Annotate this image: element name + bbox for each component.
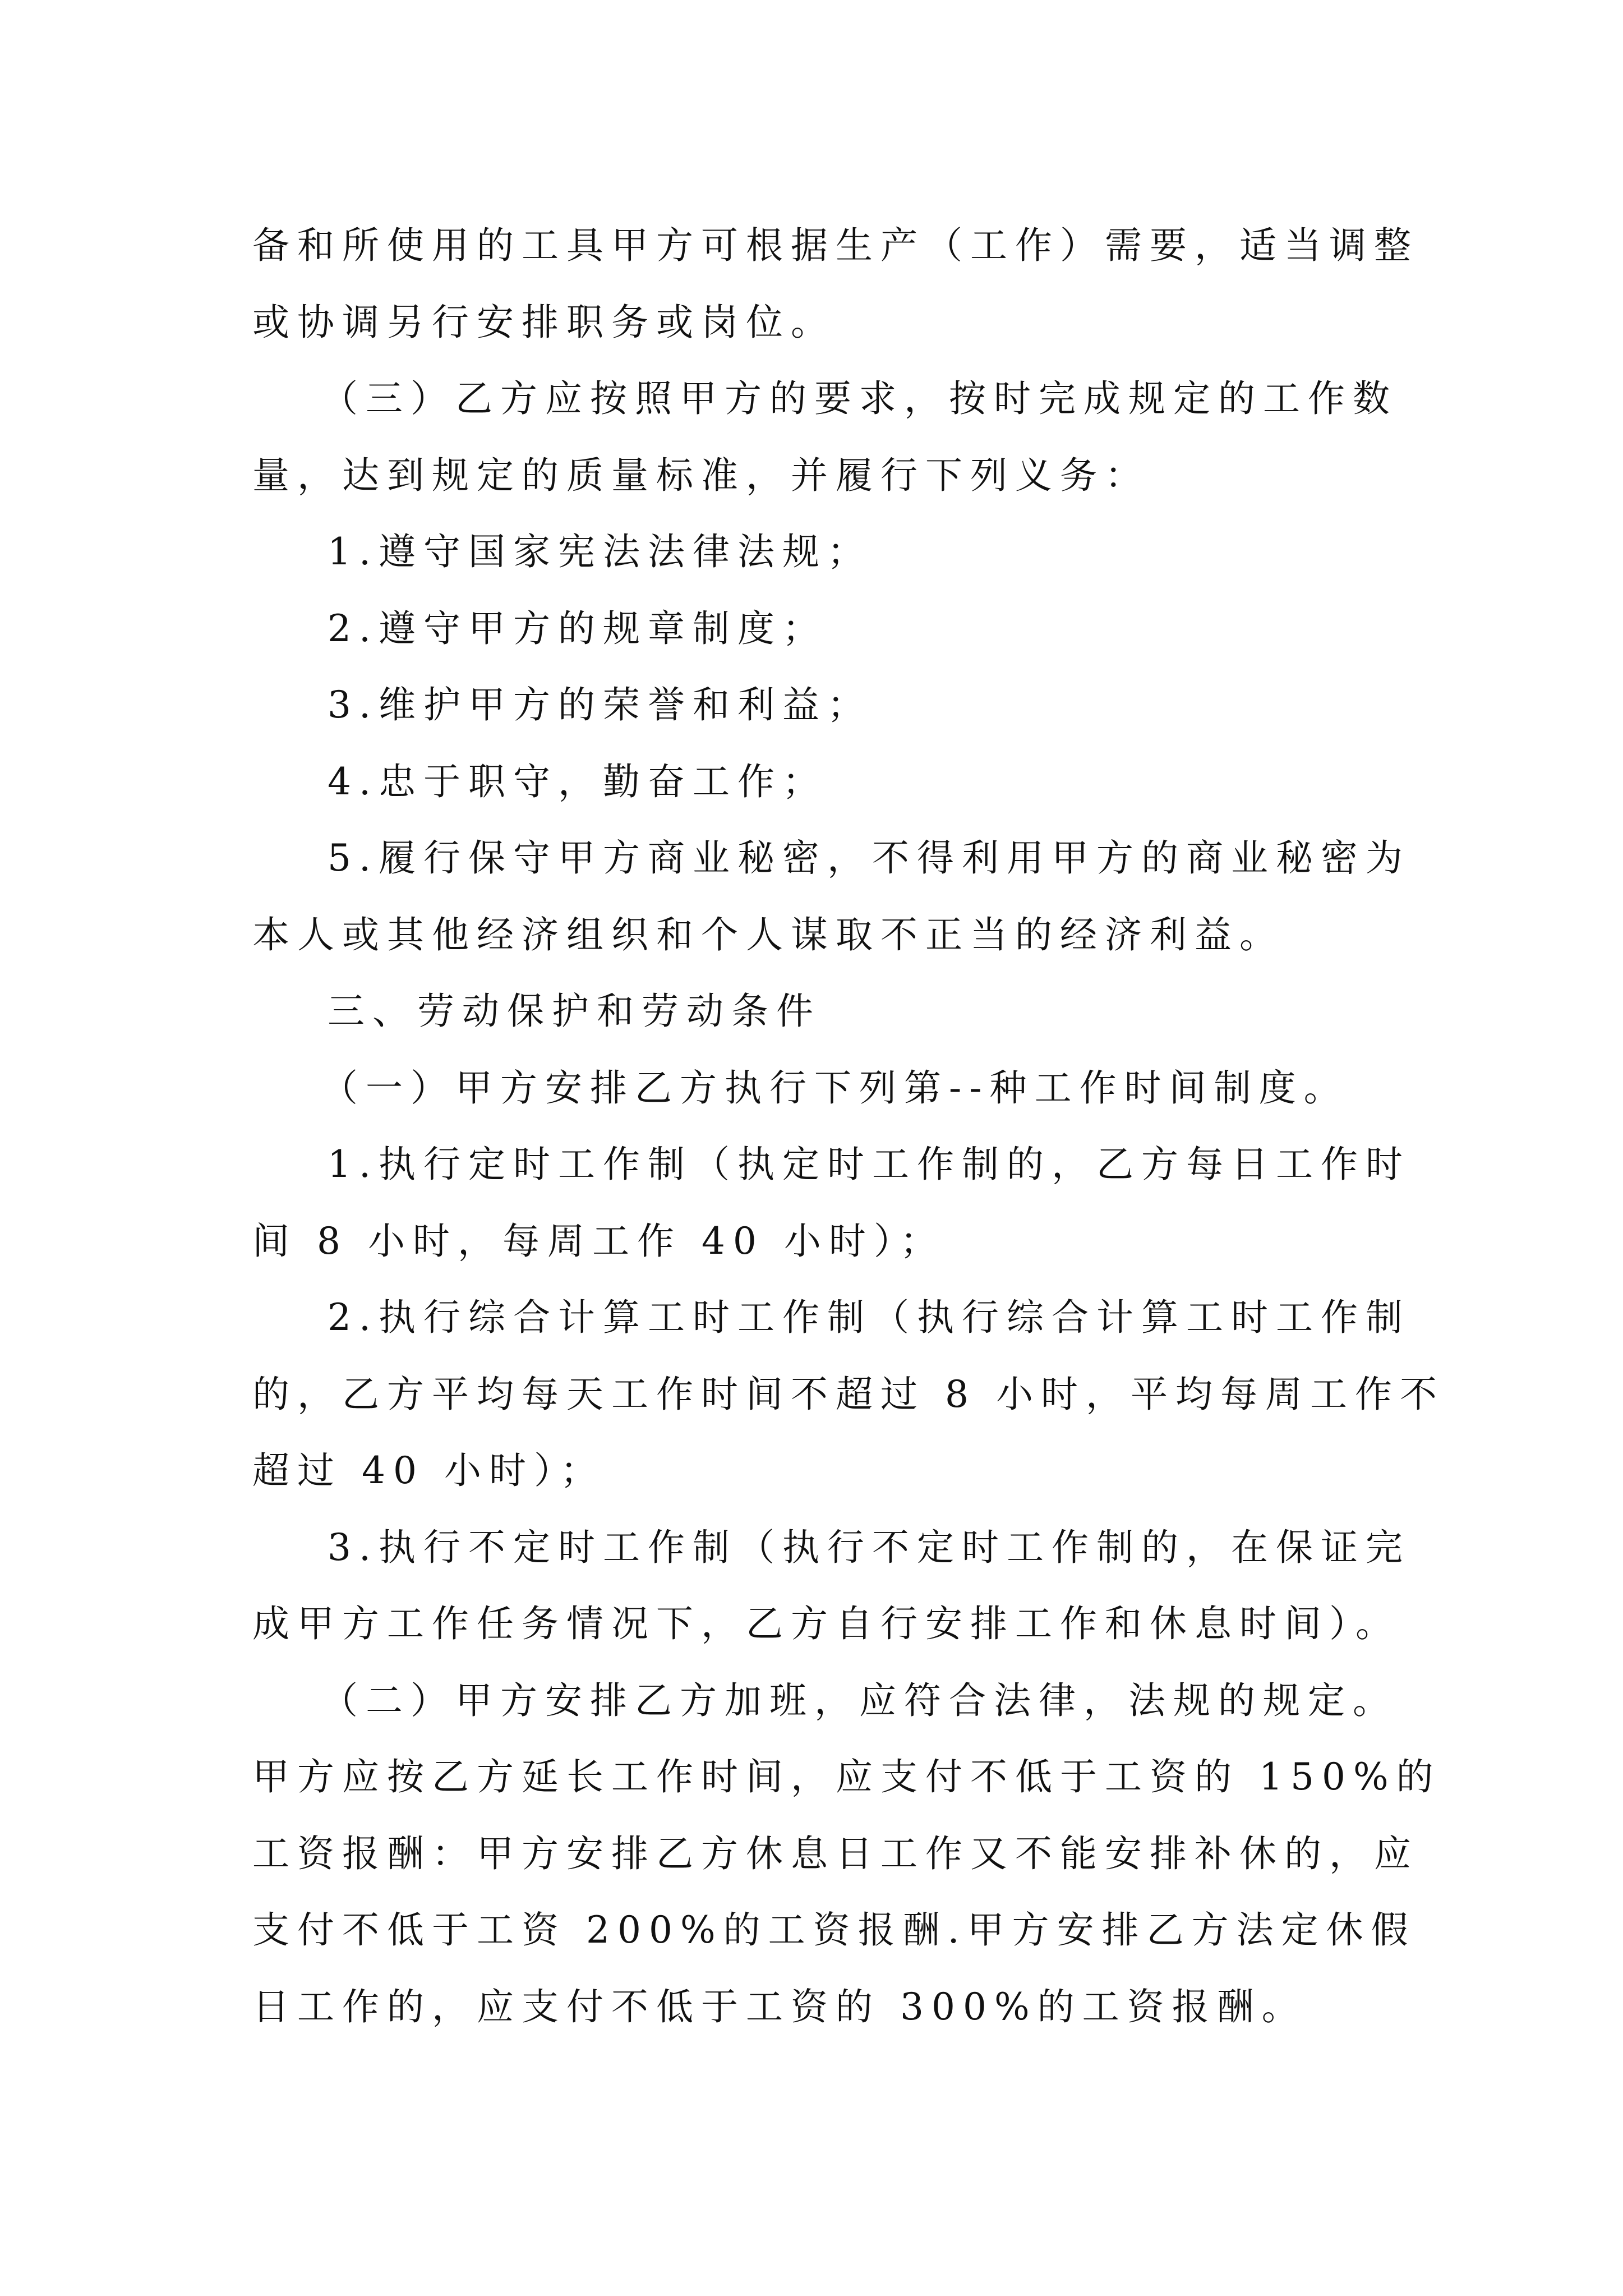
text-line: 2.执行综合计算工时工作制（执行综合计算工时工作制 <box>328 1296 1410 1339</box>
text-line: 成甲方工作任务情况下，乙方自行安排工作和休息时间）。 <box>252 1602 1400 1645</box>
text-line: 量，达到规定的质量标准，并履行下列义务： <box>252 453 1150 497</box>
text-line: （三）乙方应按照甲方的要求，按时完成规定的工作数 <box>321 377 1398 420</box>
text-line: 或协调另行安排职务或岗位。 <box>252 300 836 344</box>
text-line: 备和所使用的工具甲方可根据生产（工作）需要，适当调整 <box>252 224 1419 267</box>
text-line: 工资报酬：甲方安排乙方休息日工作又不能安排补休的，应 <box>252 1832 1419 1875</box>
text-line: 4.忠于职守，勤奋工作； <box>328 760 827 803</box>
text-line: 支付不低于工资 200%的工资报酬.甲方安排乙方法定休假 <box>252 1908 1416 1952</box>
text-line: 1.执行定时工作制（执定时工作制的，乙方每日工作时 <box>328 1143 1410 1186</box>
text-line: 本人或其他经济组织和个人谋取不正当的经济利益。 <box>252 913 1284 956</box>
section-heading: 三、劳动保护和劳动条件 <box>328 990 821 1033</box>
text-line: 5.履行保守甲方商业秘密，不得利用甲方的商业秘密为 <box>328 836 1410 880</box>
text-line: 超过 40 小时）； <box>252 1449 605 1492</box>
text-line: 甲方应按乙方延长工作时间，应支付不低于工资的 150%的 <box>252 1755 1441 1798</box>
text-line: 间 8 小时，每周工作 40 小时）； <box>252 1219 945 1263</box>
text-line: 3.执行不定时工作制（执行不定时工作制的，在保证完 <box>328 1525 1410 1569</box>
document-body <box>252 208 1445 2045</box>
text-line: 2.遵守甲方的规章制度； <box>328 606 827 650</box>
text-line: 3.维护甲方的荣誉和利益； <box>328 683 872 726</box>
text-line: 的，乙方平均每天工作时间不超过 8 小时，平均每周工作不 <box>252 1372 1445 1416</box>
text-line: 日工作的，应支付不低于工资的 300%的工资报酬。 <box>252 1985 1307 2028</box>
text-line: 1.遵守国家宪法法律法规； <box>328 530 872 573</box>
text-line: （一）甲方安排乙方执行下列第--种工作时间制度。 <box>321 1066 1349 1110</box>
text-line: （二）甲方安排乙方加班，应符合法律，法规的规定。 <box>321 1678 1398 1722</box>
